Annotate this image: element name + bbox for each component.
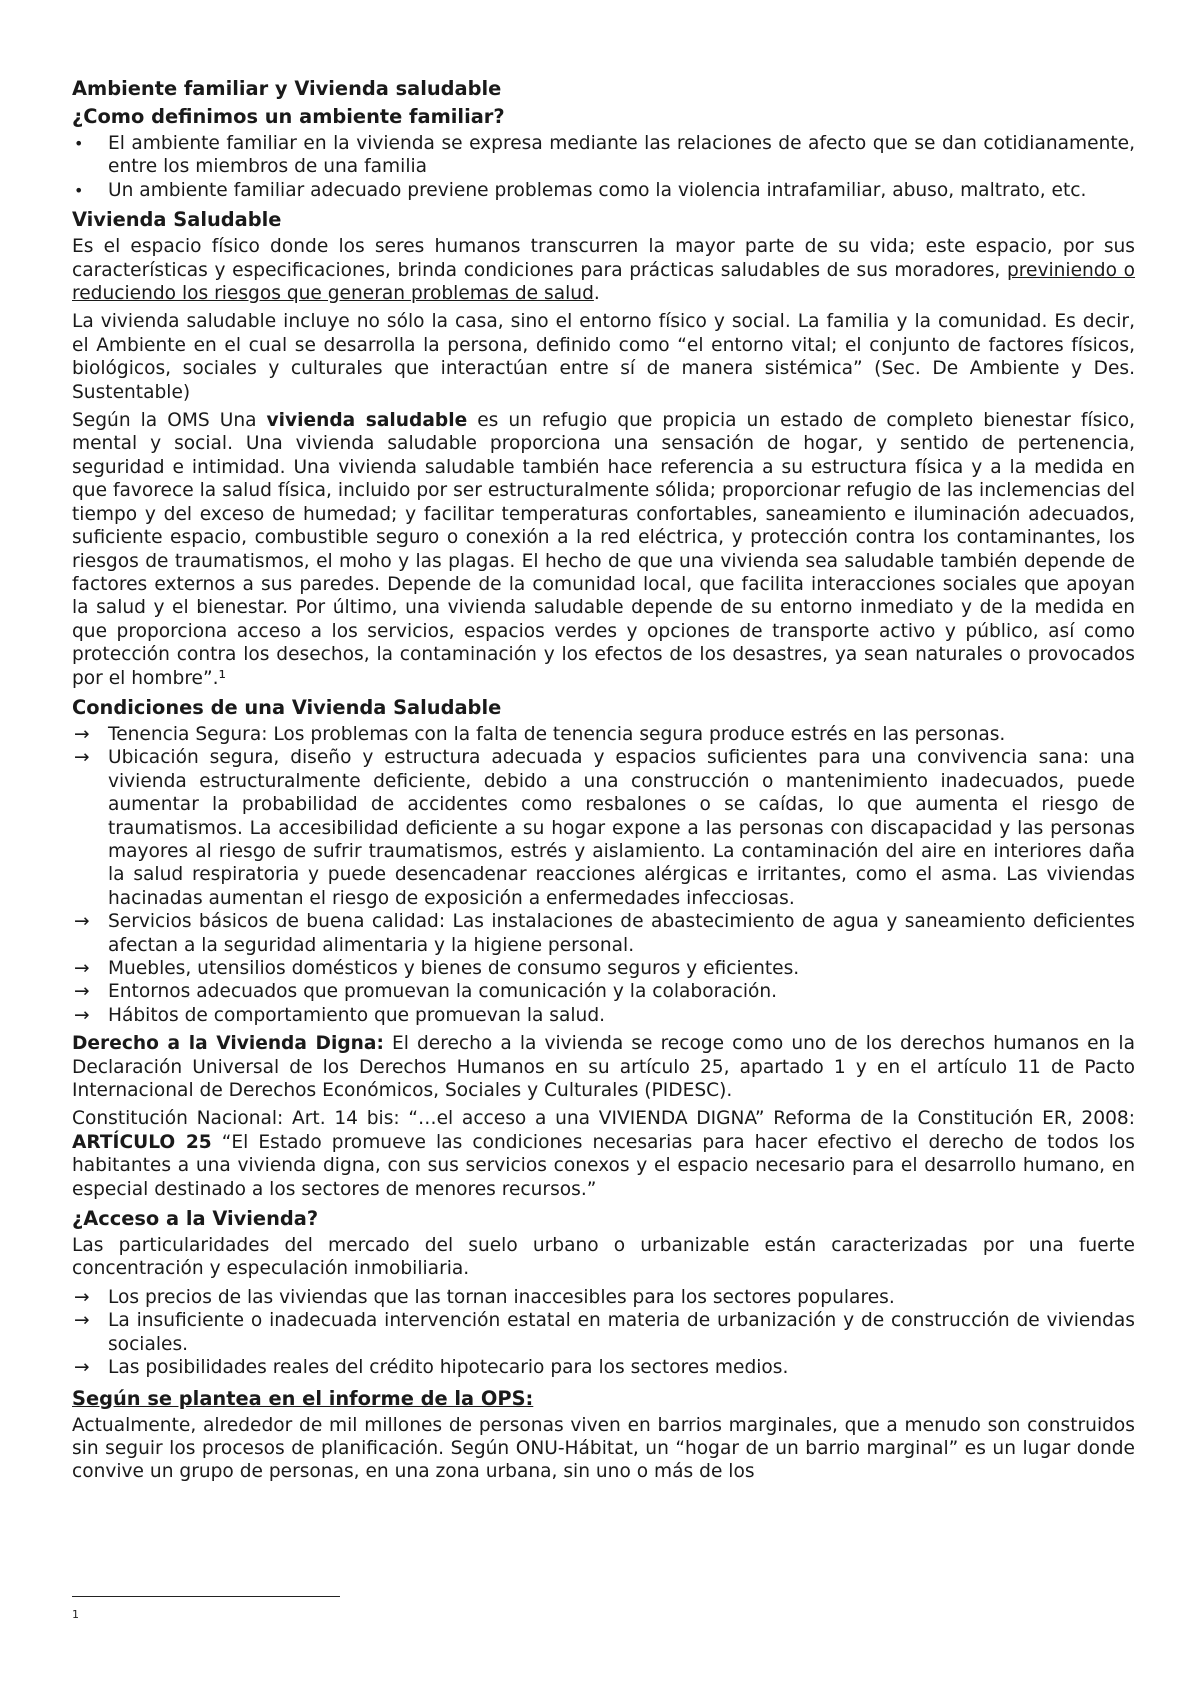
footnote-separator <box>72 1596 340 1597</box>
acceso-list <box>72 1286 1135 1380</box>
paragraph-derecho: Derecho a la Vivienda Digna: El derecho a la vivienda se recoge como uno de los derechos humanos en la Declaración Universal de los Derechos Humanos en su artículo 25, apartado 1 y en el artículo 11 de Pacto Internacional de Derechos Económicos, Sociales y Culturales (PIDESC). <box>72 1033 1135 1102</box>
heading-acceso: ¿Acceso a la Vivienda? <box>72 1207 319 1231</box>
condiciones-list <box>72 723 1135 1027</box>
arrow-icon: → <box>74 911 90 933</box>
paragraph-entorno: La vivienda saludable incluye no sólo la casa, sino el entorno físico y social. La familia y la comunidad. Es decir, el Ambiente en el cual se desarrolla la persona, definido como “el entorno vital; el conjunto de factores físicos, biológicos, sociales y culturales que interactúan entre sí de manera sistémica” (Sec. De Ambiente y Des. Sustentable) <box>72 311 1135 403</box>
document-page <box>72 76 1135 1489</box>
bullet-icon: • <box>74 180 84 200</box>
list-item: • El ambiente familiar en la vivienda se expresa mediante las relaciones de afecto que se dan cotidianamente, entre los miembros de una familia <box>74 133 1135 178</box>
ambiente-bullet-list <box>72 132 1135 202</box>
heading-condiciones: Condiciones de una Vivienda Saludable <box>72 695 502 719</box>
bullet-icon: • <box>74 134 84 153</box>
arrow-icon: → <box>74 1357 90 1379</box>
list-item: → Los precios de las viviendas que las tornan inaccesibles para los sectores populares. <box>74 1286 895 1308</box>
paragraph-constitucion: Constitución Nacional: Art. 14 bis: “…el acceso a una VIVIENDA DIGNA” Reforma de la Constitución ER, 2008: ARTÍCULO 25 “El Estado promueve las condiciones necesarias para hacer efectivo el derecho de todos los habitantes a una vivienda digna, con sus servicios conexos y el espacio necesario para el desarrollo humano, en especial destinado a los sectores de menores recursos.” <box>72 1108 1135 1200</box>
arrow-icon: → <box>74 958 90 979</box>
list-item: → Las posibilidades reales del crédito hipotecario para los sectores medios. <box>74 1357 789 1379</box>
heading-ops: Según se plantea en el informe de la OPS: <box>72 1386 534 1410</box>
arrow-icon: → <box>74 723 90 745</box>
arrow-icon: → <box>74 747 90 769</box>
paragraph-ops: Actualmente, alrededor de mil millones de personas viven en barrios marginales, que a menudo son construidos sin seguir los procesos de planificación. Según ONU-Hábitat, un “hogar de un barrio marginal” es un lugar donde convive un grupo de personas, en una zona urbana, sin uno o más de los <box>72 1414 1135 1483</box>
paragraph-acceso: Las particularidades del mercado del suelo urbano o urbanizable están caracterizadas por una fuerte concentración y especulación inmobiliaria. <box>72 1235 1135 1280</box>
footnote-marker: 1 <box>72 1608 79 1621</box>
list-item: → Servicios básicos de buena calidad: Las instalaciones de abastecimiento de agua y saneamiento deficientes afectan a la seguridad alimentaria y la higiene personal. <box>74 911 1135 956</box>
list-item: → Tenencia Segura: Los problemas con la falta de tenencia segura produce estrés en las personas. <box>74 723 1006 745</box>
list-item: → Hábitos de comportamiento que promuevan la salud. <box>74 1004 606 1026</box>
list-item: → Muebles, utensilios domésticos y bienes de consumo seguros y eficientes. <box>74 958 800 979</box>
document-title: Ambiente familiar y Vivienda saludable <box>72 77 502 100</box>
bold-term: Derecho a la Vivienda Digna: <box>72 1033 384 1055</box>
list-item: → La insuficiente o inadecuada intervención estatal en materia de urbanización y de construcción de viviendas sociales. <box>74 1310 1135 1355</box>
list-item: → Ubicación segura, diseño y estructura adecuada y espacios suficientes para una convivencia sana: una vivienda estructuralmente deficiente, debido a una construcción o mantenimiento inadecuados, puede aumentar la probabilidad de accidentes como resbalones o se caídas, lo que aumenta el riesgo de traumatismos. La accesibilidad deficiente a su hogar expone a las personas con discapacidad y las personas mayores al riesgo de sufrir traumatismos, estrés y aislamiento. La contaminación del aire en interiores daña la salud respiratoria y puede desencadenar reacciones alérgicas e irritantes, como el asma. Las viviendas hacinadas aumentan el riesgo de exposición a enfermedades infecciosas. <box>74 747 1135 909</box>
arrow-icon: → <box>74 1310 90 1332</box>
list-item: • Un ambiente familiar adecuado previene problemas como la violencia intrafamiliar, abuso, maltrato, etc. <box>74 179 1087 201</box>
list-item: → Entornos adecuados que promuevan la comunicación y la colaboración. <box>74 981 778 1003</box>
paragraph-oms: Según la OMS Una vivienda saludable es un refugio que propicia un estado de completo bienestar físico, mental y social. Una vivienda saludable proporciona una sensación de hogar, y sentido de pertenencia, seguridad e intimidad. Una vivienda saludable también hace referencia a su estructura física y a la medida en que favorece la salud física, incluido por ser estructuralmente sólida; proporcionar refugio de las inclemencias del tiempo y del exceso de humedad; y facilitar temperaturas confortables, saneamiento e iluminación adecuados, suficiente espacio, combustible seguro o conexión a la red eléctrica, y protección contra los contaminantes, los riesgos de traumatismos, el moho y las plagas. El hecho de que una vivienda sea saludable también depende de factores externos a sus paredes. Depende de la comunidad local, que facilita interacciones sociales que apoyan la salud y el bienestar. Por último, una vivienda saludable depende de su entorno inmediato y de la medida en que proporciona acceso a los servicios, espacios verdes y opciones de transporte activo y público, así como protección contra los desechos, la contaminación y los efectos de los desastres, ya sean naturales o provocados por el hombre”.¹ <box>72 410 1135 689</box>
arrow-icon: → <box>74 1286 90 1308</box>
heading-vivienda-saludable: Vivienda Saludable <box>72 208 282 232</box>
bold-term: vivienda saludable <box>266 410 468 432</box>
heading-ambiente-familiar: ¿Como definimos un ambiente familiar? <box>72 105 505 128</box>
underlined-phrase: previniendo o reduciendo los riesgos que generan problemas de salud <box>72 259 1135 305</box>
bold-term: ARTÍCULO 25 <box>72 1131 212 1153</box>
paragraph-definicion: Es el espacio físico donde los seres humanos transcurren la mayor parte de su vida; este espacio, por sus características y especificaciones, brinda condiciones para prácticas saludables de sus moradores, previniendo o reduciendo los riesgos que generan problemas de salud. <box>72 236 1135 305</box>
arrow-icon: → <box>74 981 90 1003</box>
arrow-icon: → <box>74 1004 90 1026</box>
